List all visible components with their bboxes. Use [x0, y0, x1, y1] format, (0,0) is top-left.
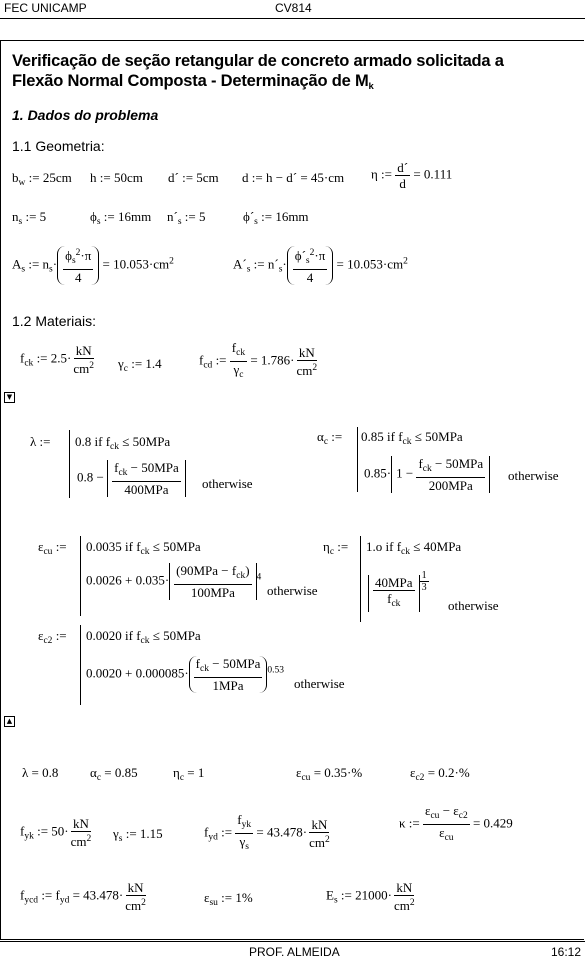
lambda-case2: 0.8 − $\frac{f_{ck} - 50MPa}{\text{400MPa}}$	[77, 460, 186, 497]
ecu-case2: 0.0026 + 0.035· $\frac{(90MPa - f_{ck})}{\text{100MPa}}$ $^4$	[86, 563, 262, 600]
ecu-bracket	[80, 536, 81, 616]
expand-region-toggle[interactable]: ▲	[4, 716, 15, 727]
etac-case1: 1.o if $f_{ck} \le 40MPa$	[366, 539, 462, 557]
eq-fcd: $f_{cd}$ := $\frac{f_{ck}}{\gamma_c}$ = 1.786· $\frac{kN}{cm^2}$	[199, 340, 318, 380]
alpha-bracket	[357, 427, 358, 492]
result-alpha: $\alpha_c = 0.85$	[90, 765, 138, 783]
ecu-otherwise: otherwise	[267, 583, 318, 598]
eq-ns: $n_s$ := 5	[12, 209, 47, 227]
ec2-case2: 0.0020 + 0.000085· $\frac{f_{ck} - 50MPa}{\text{1MPa}}$ $^{0.53}$	[86, 656, 284, 693]
eq-Es: $E_s$ := 21000· $\frac{kN}{cm^2}$	[326, 880, 415, 913]
eq-d: d := h − d´ = 45·cm	[242, 170, 345, 185]
section-11-heading: 1.1 Geometria:	[12, 138, 105, 154]
etac-case2: $\frac{\text{40MPa}}{f_{ck}}$ $\frac{1}{3}$	[368, 570, 429, 612]
result-ecu: $\varepsilon_{cu} = 0.35\cdot\%$	[296, 765, 363, 783]
ecu-label: $\varepsilon_{cu}$ :=	[38, 539, 67, 557]
alpha-case1: 0.85 if $f_{ck} \le 50MPa$	[361, 429, 463, 447]
ec2-label: $\varepsilon_{c2}$ :=	[38, 628, 67, 646]
eq-nls: $n´_s$ := 5	[167, 209, 206, 227]
section-1-heading: 1. Dados do problema	[12, 107, 159, 123]
eq-Als: $A´_s$ := $n´_s\cdot$ $\frac{\phi´_s^2\cdot\pi}{4}$ = $10.053\cdot cm^2$	[233, 248, 408, 285]
etac-label: $\eta_c$ :=	[323, 539, 349, 557]
footer-center: PROF. ALMEIDA	[249, 945, 340, 959]
collapse-region-toggle[interactable]: ▼	[4, 392, 15, 403]
eq-bw: $b_w$ := 25cm	[12, 170, 72, 188]
title-line-1: Verificação de seção retangular de concreto armado solicitada a	[12, 52, 504, 70]
result-ec2: $\varepsilon_{c2} = 0.2\cdot\%$	[410, 765, 470, 783]
ec2-otherwise: otherwise	[294, 676, 345, 691]
ecu-case1: 0.0035 if $f_{ck} \le 50MPa$	[86, 539, 201, 557]
title-line-2: Flexão Normal Composta - Determinação de $M_k$	[12, 72, 374, 92]
eq-fyk: $f_{yk}$ := 50· $\frac{kN}{cm^2}$	[20, 816, 92, 849]
eq-gammac: $\gamma_c$ := 1.4	[118, 356, 162, 374]
result-eta: $\eta_c = 1$	[173, 765, 205, 783]
alpha-label: $\alpha_c$ :=	[317, 429, 343, 447]
page-header	[0, 0, 585, 19]
footer-right: 16:12	[551, 945, 582, 959]
eq-h: h := 50cm	[90, 170, 143, 185]
eq-fyd: $f_{yd}$ := $\frac{f_{yk}}{\gamma_s}$ = 43.478· $\frac{kN}{cm^2}$	[204, 812, 330, 852]
eq-phils: $\phi´_s$ := 16mm	[243, 209, 309, 227]
lambda-case1: 0.8 if $f_{ck} \le 50MPa$	[75, 434, 171, 452]
document-title	[12, 51, 504, 97]
lambda-label: λ :=	[30, 434, 51, 449]
page-footer	[0, 941, 585, 979]
ec2-case1: 0.0020 if $f_{ck} \le 50MPa$	[86, 628, 201, 646]
ec2-bracket	[80, 625, 81, 705]
eq-dlinha: d´ := 5cm	[168, 170, 219, 185]
lambda-otherwise: otherwise	[202, 476, 253, 491]
alpha-otherwise: otherwise	[508, 468, 559, 483]
eq-fycd: $f_{ycd}$ := $f_{yd} = 43.478\cdot$ $\frac{kN}{cm^2}$	[20, 880, 146, 913]
header-left: FEC UNICAMP	[4, 1, 87, 15]
alpha-case2: 0.85· 1 − $\frac{f_{ck} - 50MPa}{\text{200MPa}}$	[364, 456, 490, 493]
eq-As: $A_s$ := $n_s\cdot$ $\frac{\phi_s^2\cdot\pi}{4}$ = $10.053\cdot cm^2$	[12, 248, 174, 285]
eq-kappa: κ := $\frac{\varepsilon_{cu} - \varepsilon_{c2}}{\varepsilon_{cu}}$ = 0.429	[399, 803, 513, 843]
eq-gammas: $\gamma_s$ := 1.15	[113, 826, 163, 844]
section-12-heading: 1.2 Materiais:	[12, 313, 97, 329]
etac-otherwise: otherwise	[448, 598, 499, 613]
result-lambda: λ = 0.8	[22, 765, 59, 780]
etac-bracket	[360, 536, 361, 622]
eq-eta: η := $\frac{d´}{d}$ = 0.111	[371, 160, 453, 191]
eq-esu: $\varepsilon_{su}$ := 1%	[204, 890, 253, 908]
eq-phis: $\phi_s$ := 16mm	[90, 209, 152, 227]
lambda-bracket	[69, 430, 70, 498]
eq-fck: $f_{ck}$ := 2.5· $\frac{kN}{cm^2}$	[20, 343, 94, 376]
header-center: CV814	[275, 1, 312, 15]
